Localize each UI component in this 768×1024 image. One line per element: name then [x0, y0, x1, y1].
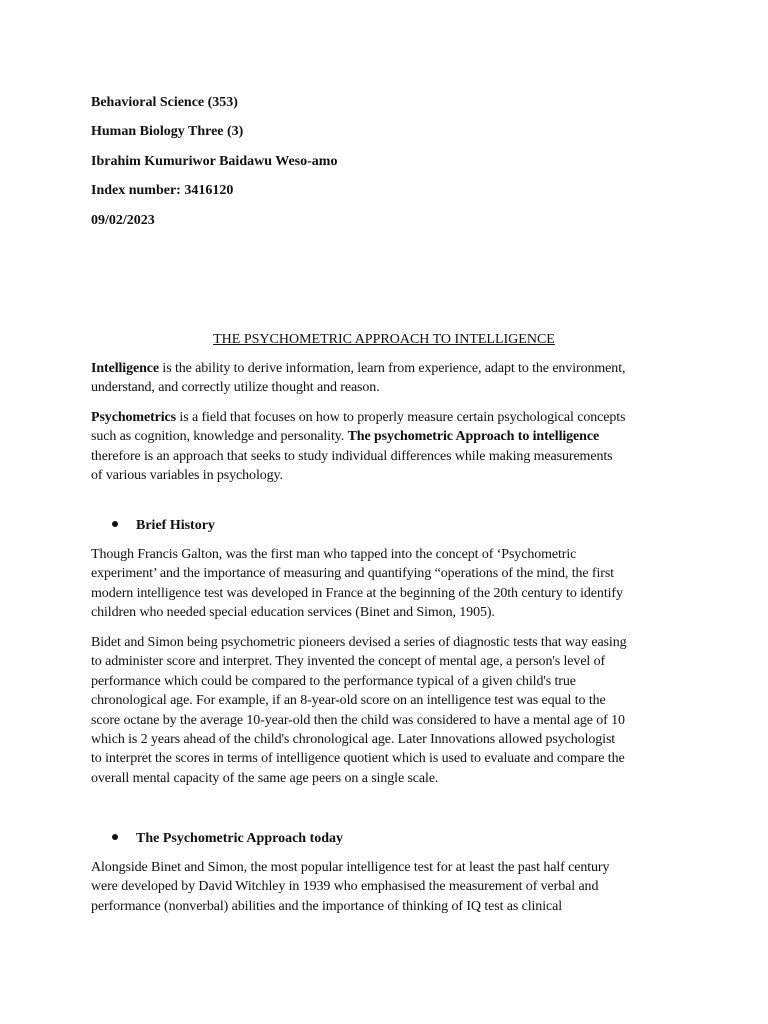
paragraph-line: to interpret the scores in terms of intelligence quotient which is used to evaluate and compare the	[91, 751, 625, 767]
intro-paragraph-intelligence	[91, 359, 691, 398]
paragraph-line: which is 2 years ahead of the child's chronological age. Later Innovations allowed psychologist	[91, 732, 616, 748]
history-paragraph-1	[91, 545, 691, 623]
history-paragraph-2	[91, 633, 691, 788]
student-name-line: Ibrahim Kumuriwor Baidawu Weso-amo	[91, 154, 338, 169]
paragraph-text: is the ability to derive information, learn from experience, adapt to the environment,	[159, 361, 626, 376]
paragraph-line: performance which could be compared to the performance typical of a given child's true	[91, 673, 576, 689]
intro-paragraph-psychometrics	[91, 408, 691, 486]
paragraph-line	[91, 359, 691, 378]
section-heading-approach-today	[112, 830, 343, 848]
paragraph-text: such as cognition, knowledge and personality.	[91, 429, 348, 445]
paragraph-line: children who needed special education services (Binet and Simon, 1905).	[91, 605, 495, 621]
bullet-icon	[112, 521, 118, 527]
paragraph-line: modern intelligence test was developed in France at the beginning of the 20th century to identify	[91, 585, 623, 601]
section-heading-brief-history	[112, 517, 215, 535]
paragraph-line: Alongside Binet and Simon, the most popular intelligence test for at least the past half century	[91, 860, 610, 875]
paragraph-line: were developed by David Witchley in 1939 who emphasised the measurement of verbal and	[91, 879, 599, 895]
paragraph-line: Though Francis Galton, was the first man who tapped into the concept of ‘Psychometric	[91, 547, 577, 562]
term-psychometric-approach: The psychometric Approach to intelligence	[347, 429, 600, 445]
program-line: Human Biology Three (3)	[91, 124, 244, 139]
paragraph-line: overall mental capacity of the same age peers on a single scale.	[91, 770, 439, 786]
term-intelligence: Intelligence	[91, 361, 160, 376]
bullet-icon	[112, 834, 118, 840]
index-number-line: Index number: 3416120	[91, 183, 234, 198]
section-heading-text: Brief History	[136, 518, 215, 533]
paragraph-line: Bidet and Simon being psychometric pioneers devised a series of diagnostic tests that way easing	[91, 635, 627, 650]
paragraph-line	[91, 408, 691, 427]
course-line: Behavioral Science (353)	[91, 95, 238, 110]
paragraph-line: of various variables in psychology.	[91, 468, 283, 484]
paragraph-line: understand, and correctly utilize thought and reason.	[91, 380, 380, 396]
date-line: 09/02/2023	[91, 213, 155, 228]
section-heading-text: The Psychometric Approach today	[136, 831, 344, 846]
paragraph-text: is a field that focuses on how to properly measure certain psychological concepts	[176, 410, 626, 425]
paragraph-line: score octane by the average 10-year-old then the child was considered to have a mental age of 10	[91, 712, 625, 728]
term-psychometrics: Psychometrics	[91, 410, 177, 425]
paragraph-line: experiment’ and the importance of measuring and quantifying “operations of the mind, the first	[91, 566, 614, 582]
paragraph-line: to administer score and interpret. They invented the concept of mental age, a person's level of	[91, 654, 606, 670]
today-paragraph-1	[91, 858, 691, 916]
paragraph-line: performance (nonverbal) abilities and the importance of thinking of IQ test as clinical	[91, 898, 563, 914]
paragraph-line: therefore is an approach that seeks to study individual differences while making measurements	[91, 448, 613, 464]
paragraph-line	[91, 427, 691, 446]
paragraph-line: chronological age. For example, if an 8-year-old score on an intelligence test was equal to the	[91, 693, 606, 709]
document-title: THE PSYCHOMETRIC APPROACH TO INTELLIGENCE	[213, 332, 555, 347]
